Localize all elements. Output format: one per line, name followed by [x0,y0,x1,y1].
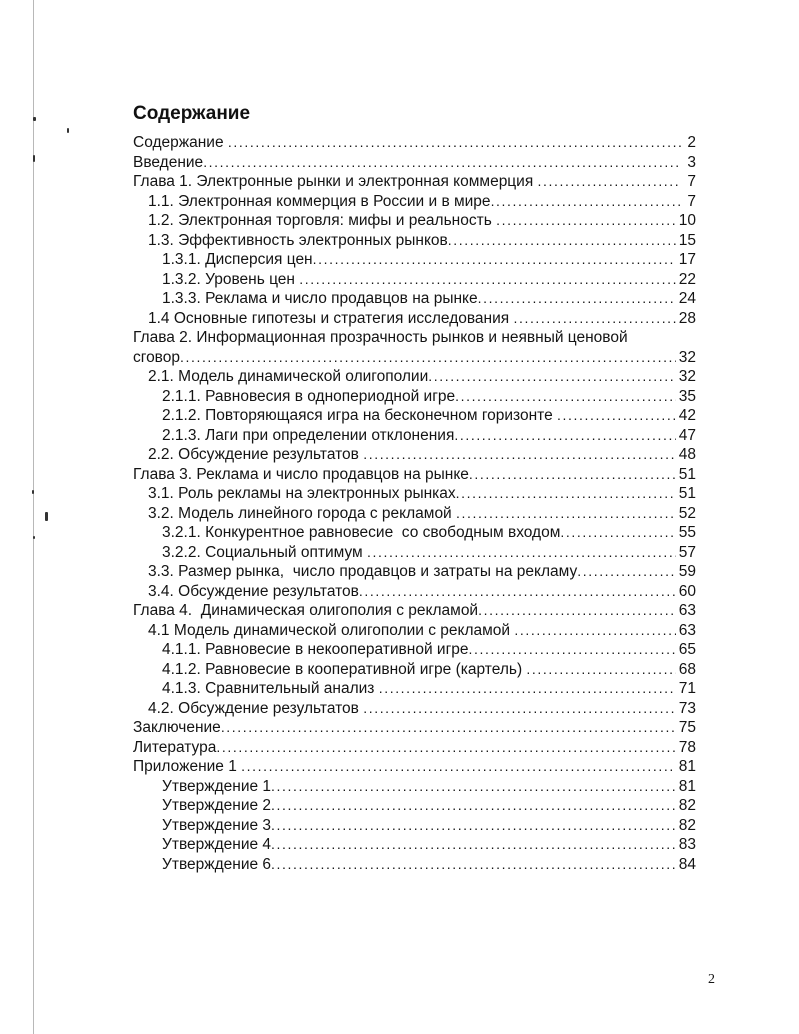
toc-entry-page: 65 [678,641,696,658]
dot-leader [271,855,676,875]
toc-entry-page: 55 [678,524,696,541]
toc-entry[interactable] [133,192,696,212]
dot-leader [456,504,676,524]
dot-leader [271,835,676,855]
toc-entry-page: 71 [678,680,696,697]
toc-entry-title: Введение [133,153,204,171]
toc-entry-title: 4.1.3. Сравнительный анализ [162,680,379,697]
toc-entry[interactable] [133,484,696,504]
toc-entry-title: Приложение 1 [133,758,242,775]
scan-speck [32,490,34,494]
dot-leader [496,211,676,231]
toc-entry-page: 48 [678,446,696,463]
scan-speck [33,117,36,121]
toc-entry-page: 81 [678,777,696,795]
toc-entry-title: Литература [133,738,217,756]
dot-leader [228,133,681,153]
toc-entry-title: сговор [133,348,180,366]
toc-entry-page: 68 [678,660,696,678]
toc-entry[interactable] [133,855,696,875]
toc-entry-page: 32 [678,368,696,385]
toc-entry-page: 60 [678,582,696,600]
toc-entry-page: 63 [678,602,696,619]
dot-leader [428,367,676,387]
toc-entry-title: Содержание [133,134,228,151]
toc-entry[interactable] [133,562,696,582]
toc-entry-title: Утверждение 6 [162,855,272,873]
toc-entry[interactable] [133,348,696,368]
toc-entry-page: 52 [678,504,696,522]
toc-entry-title: 2.1.1. Равновесия в однопериодной игре [162,387,456,405]
toc-entry-title: 3.2.2. Социальный оптимум [162,543,367,561]
dot-leader [577,562,676,582]
dot-leader [363,445,676,465]
toc-entry-title: 2.1.2. Повторяющаяся игра на бесконечном горизонте [162,407,558,424]
toc-entry[interactable] [133,718,696,738]
toc-entry-title: 4.2. Обсуждение результатов [148,699,364,717]
toc-entry[interactable] [133,406,696,426]
dot-leader [557,406,676,426]
scan-speck [45,512,48,521]
toc-entry[interactable] [133,601,696,621]
toc-entry[interactable] [133,387,696,407]
toc-entry-page: 63 [678,621,696,639]
toc-entry[interactable] [133,426,696,446]
toc-entry-title: 3.3. Размер рынка, число продавцов и затраты на рекламу [148,563,578,580]
toc-entry[interactable] [133,133,696,153]
toc-entry[interactable] [133,445,696,465]
toc-entry-title: Глава 2. Информационная прозрачность рынков и неявный ценовой [133,329,628,346]
toc-entry[interactable] [133,309,696,329]
toc-entry-title: 2.2. Обсуждение результатов [148,446,364,463]
toc-entry-title: Глава 1. Электронные рынки и электронная коммерция [133,173,538,190]
toc-entry-page: 59 [678,563,696,580]
toc-entry-title: 1.3.1. Дисперсия цен [162,251,313,268]
toc-entry-page: 7 [687,192,696,210]
dot-leader [538,172,681,192]
toc-entry-title: Утверждение 1 [162,777,272,795]
toc-entry[interactable] [133,367,696,387]
toc-entry-title: 3.4. Обсуждение результатов [148,582,359,600]
toc-entry-title: Утверждение 2 [162,797,272,814]
dot-leader [478,289,676,309]
dot-leader [491,192,681,212]
dot-leader [560,523,675,543]
toc-entry[interactable] [133,679,696,699]
dot-leader [313,250,676,270]
toc-entry-page: 15 [678,231,696,249]
toc-entry[interactable] [133,250,696,270]
toc-entry-page: 51 [678,465,696,483]
toc-entry-title: 2.1.3. Лаги при определении отклонения [162,426,455,444]
toc-entry[interactable] [133,270,696,290]
toc-entry[interactable] [133,504,696,524]
dot-leader [359,582,676,602]
toc-entry-title: 4.1.1. Равновесие в некооперативной игре [162,641,469,658]
toc-entry-page: 82 [678,797,696,814]
dot-leader [216,738,675,758]
toc-entry-title: 2.1. Модель динамической олигополии [148,368,429,385]
scan-speck [33,155,35,162]
toc-entry[interactable] [133,738,696,758]
toc-entry-title: Заключение [133,719,221,736]
toc-entry[interactable] [133,211,696,231]
toc-entry[interactable] [133,153,696,173]
scan-speck [67,128,69,133]
toc-entry[interactable] [133,621,696,641]
toc-entry-page: 78 [678,738,696,756]
toc-entry-title: Утверждение 3 [162,816,272,834]
dot-leader [513,309,675,329]
toc-entry[interactable] [133,289,696,309]
dot-leader [468,640,675,660]
page-title: Содержание [133,103,251,124]
toc-entry-page: 84 [678,855,696,873]
dot-leader [514,621,675,641]
toc-entry-page: 57 [678,543,696,561]
dot-leader [454,426,675,446]
dot-leader [271,777,676,797]
toc-entry-title: 1.4 Основные гипотезы и стратегия исследования [148,309,514,327]
toc-entry[interactable] [133,172,696,192]
table-of-contents [133,133,696,874]
page-number: 2 [708,972,715,987]
toc-entry-page: 32 [678,348,696,366]
dot-leader [299,270,675,290]
toc-entry-page: 47 [678,426,696,444]
toc-entry[interactable] [133,835,696,855]
dot-leader [456,484,676,504]
toc-entry-title: Глава 4. Динамическая олигополия с рекламой [133,602,479,619]
toc-entry-page: 10 [678,212,696,229]
dot-leader [455,387,676,407]
toc-entry-page: 42 [678,407,696,424]
toc-entry-page: 22 [678,270,696,288]
dot-leader [180,348,676,368]
toc-entry[interactable] [133,465,696,485]
dot-leader [379,679,676,699]
toc-entry-title: 1.3.2. Уровень цен [162,270,300,288]
dot-leader [203,153,681,173]
toc-entry[interactable] [133,660,696,680]
toc-entry-page: 3 [687,153,696,171]
toc-entry-title: 3.2.1. Конкурентное равновесие со свободным входом [162,524,561,541]
toc-entry[interactable] [133,640,696,660]
toc-entry[interactable] [133,699,696,719]
toc-entry-page: 17 [678,251,696,268]
toc-entry[interactable] [133,757,696,777]
toc-entry-title: 3.2. Модель линейного города с рекламой [148,504,457,522]
dot-leader [448,231,676,251]
toc-entry-page: 75 [678,719,696,736]
toc-entry-page: 24 [678,290,696,307]
toc-entry-title: 3.1. Роль рекламы на электронных рынках [148,485,456,502]
toc-entry[interactable] [133,582,696,602]
dot-leader [526,660,675,680]
toc-entry[interactable] [133,543,696,563]
dot-leader [478,601,676,621]
toc-entry-page: 83 [678,836,696,853]
toc-entry-page: 51 [678,485,696,502]
toc-entry[interactable] [133,231,696,251]
toc-entry-title: 4.1 Модель динамической олигополии с рекламой [148,621,515,639]
toc-entry-page: 73 [678,699,696,717]
toc-entry[interactable] [133,816,696,836]
toc-entry-page: 81 [678,758,696,775]
toc-entry[interactable] [133,777,696,797]
dot-leader [271,796,676,816]
toc-entry-page: 7 [687,173,696,190]
toc-entry[interactable] [133,328,696,348]
toc-entry-title: 1.2. Электронная торговля: мифы и реальность [148,212,497,229]
toc-entry-title: 1.1. Электронная коммерция в России и в мире [148,192,491,210]
toc-entry[interactable] [133,523,696,543]
dot-leader [221,718,676,738]
toc-entry-page: 2 [687,134,696,151]
dot-leader [363,699,676,719]
toc-entry-title: 4.1.2. Равновесие в кооперативной игре (картель) [162,660,527,678]
toc-entry-title: 1.3.3. Реклама и число продавцов на рынке [162,290,478,307]
dot-leader [469,465,676,485]
toc-entry-page: 28 [678,309,696,327]
dot-leader [367,543,676,563]
toc-entry-title: Утверждение 4 [162,836,272,853]
scan-speck [33,536,35,539]
dot-leader [241,757,676,777]
toc-entry-page: 82 [678,816,696,834]
toc-entry-title: 1.3. Эффективность электронных рынков [148,231,448,249]
dot-leader [271,816,676,836]
toc-entry-page: 35 [678,387,696,405]
toc-entry[interactable] [133,796,696,816]
toc-entry-title: Глава 3. Реклама и число продавцов на рынке [133,465,469,483]
